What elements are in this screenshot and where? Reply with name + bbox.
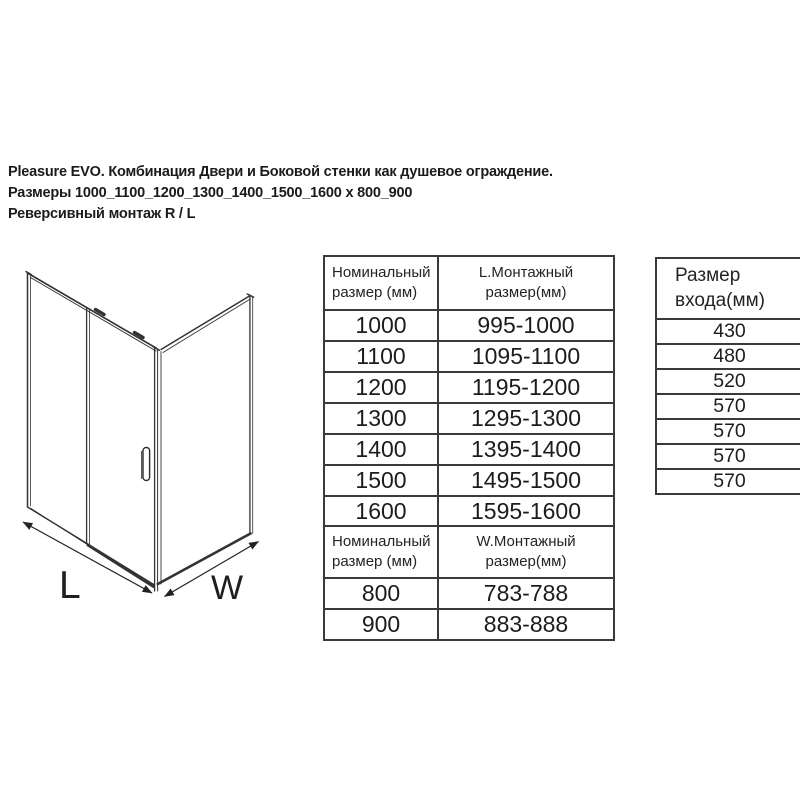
nominal-size-column-header: Номинальный размер (мм) xyxy=(324,526,438,578)
table-row: 1100 1095-1100 xyxy=(324,341,614,372)
entrance-size-header: Размер входа(мм) xyxy=(657,259,800,320)
sizes-line: Размеры 1000_1100_1200_1300_1400_1500_1600 x 800_900 xyxy=(8,185,413,201)
table-row: 1300 1295-1300 xyxy=(324,403,614,434)
table-row: 1500 1495-1500 xyxy=(324,465,614,496)
side-wall-top-edge xyxy=(161,296,250,350)
entrance-value: 430 xyxy=(657,320,800,345)
length-dimension-arrow xyxy=(23,522,152,593)
entrance-value: 570 xyxy=(657,420,800,445)
table-row: 800 783-788 xyxy=(324,578,614,609)
table-row: 1200 1195-1200 xyxy=(324,372,614,403)
entrance-size-table xyxy=(655,257,800,495)
shower-enclosure-diagram xyxy=(0,250,310,610)
top-rail xyxy=(28,273,157,348)
table-row: 1600 1595-1600 xyxy=(324,496,614,527)
product-title: Pleasure EVO. Комбинация Двери и Боковой стенки как душевое ограждение. xyxy=(8,164,553,180)
document-header xyxy=(8,162,568,225)
table-row: 1400 1395-1400 xyxy=(324,434,614,465)
table-row: 1000 995-1000 xyxy=(324,310,614,341)
table-row: 900 883-888 xyxy=(324,609,614,640)
width-size-table xyxy=(323,525,615,641)
length-size-table xyxy=(323,255,615,528)
entrance-value: 520 xyxy=(657,370,800,395)
entrance-value: 570 xyxy=(657,445,800,470)
l-mounting-size-column-header: L.Монтажный размер(мм) xyxy=(438,256,614,310)
w-mounting-size-column-header: W.Монтажный размер(мм) xyxy=(438,526,614,578)
width-label: W xyxy=(211,569,244,607)
length-table-header-row xyxy=(324,256,614,310)
width-table-header-row xyxy=(324,526,614,578)
door-bottom-edge xyxy=(88,545,154,587)
entrance-value: 480 xyxy=(657,345,800,370)
mounting-line: Реверсивный монтаж R / L xyxy=(8,206,196,222)
entrance-value: 570 xyxy=(657,470,800,495)
door-handle-icon xyxy=(142,448,150,481)
nominal-size-column-header: Номинальный размер (мм) xyxy=(324,256,438,310)
entrance-value: 570 xyxy=(657,395,800,420)
length-label: L xyxy=(59,564,81,607)
